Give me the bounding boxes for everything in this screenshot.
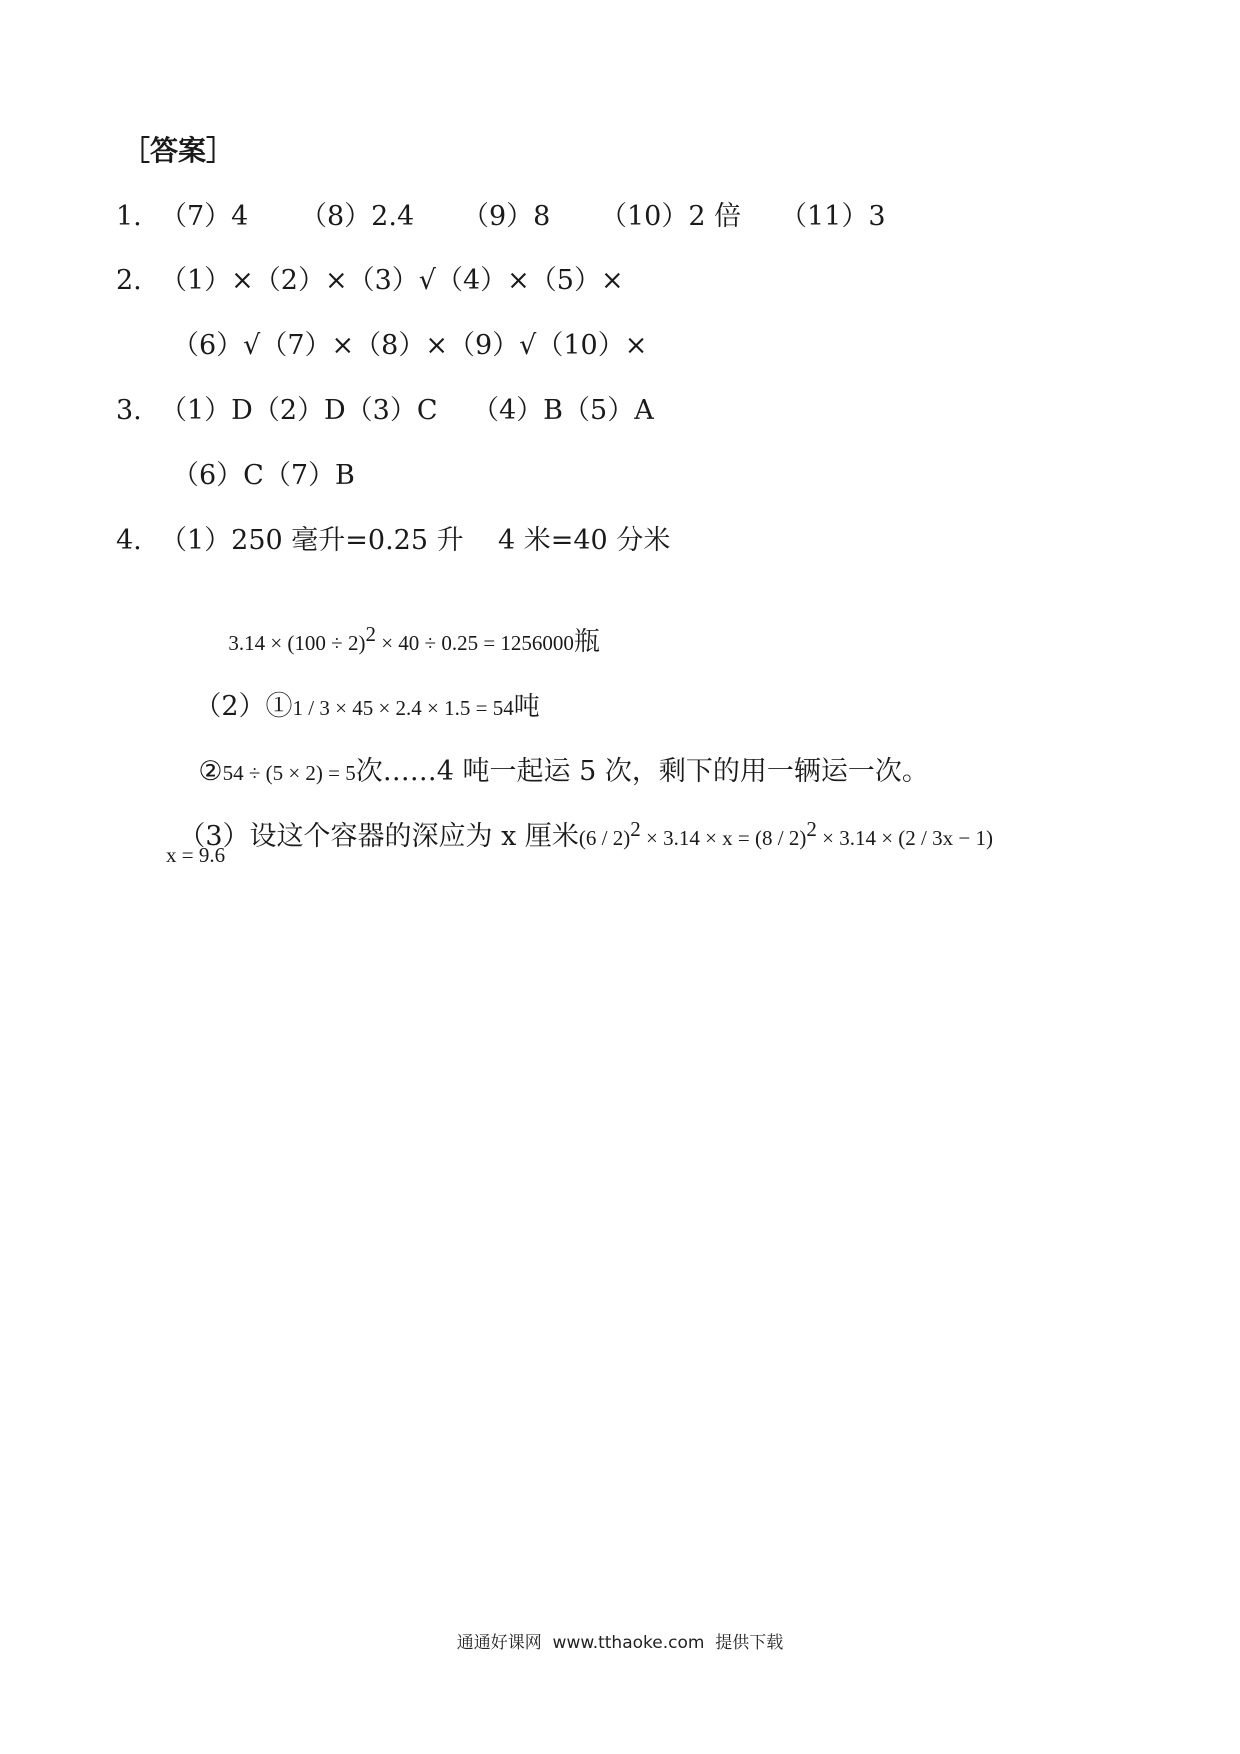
q4-part3-text: （3）设这个容器的深应为 x 厘米: [178, 821, 579, 852]
q1-item-10: （10）2 倍: [600, 201, 742, 232]
q4-number: 4.: [116, 525, 142, 556]
q1-item-8: （8）2.4: [300, 201, 415, 232]
q4-part1-conversion-b: 4 米=40 分米: [498, 525, 671, 556]
q2-row-1: （1）×（2）×（3）√（4）×（5）×: [160, 265, 624, 296]
q4-part3-line: [144, 786, 993, 889]
q4-part3-exponent-2: 2: [806, 817, 817, 841]
q4-part3-formula-a: (6 / 2): [578, 826, 631, 850]
q4-part1-formula-a: 3.14 × (100 ÷ 2): [228, 631, 366, 655]
q4-part1-conversion-a: （1）250 毫升=0.25 升: [160, 525, 464, 556]
q2-number: 2.: [116, 265, 142, 296]
q4-part3-formula-b: × 3.14 × x = (8 / 2): [640, 826, 807, 850]
q1-number: 1.: [116, 201, 142, 232]
q4-part2-unit: 吨: [513, 692, 540, 722]
q4-part3-result: x = 9.6: [166, 843, 226, 867]
q4-part1-formula-b: × 40 ÷ 0.25 = 1256000: [375, 631, 574, 655]
q2-row-2: （6）√（7）×（8）×（9）√（10）×: [172, 330, 648, 361]
footer-source: 通通好课网 www.tthaoke.com 提供下载: [456, 1633, 784, 1653]
q4-part2-formula: 1 / 3 × 45 × 2.4 × 1.5 = 54: [292, 696, 514, 720]
q3-row-1b: （4）B（5）A: [472, 395, 654, 426]
q4-part2b-label: ②: [198, 756, 223, 787]
q3-number: 3.: [116, 395, 142, 426]
q1-item-9: （9）8: [462, 201, 551, 232]
q4-part2b-text: 次……4 吨一起运 5 次，剩下的用一辆运一次。: [355, 756, 929, 787]
q4-part1-formula-exponent: 2: [365, 622, 376, 646]
q4-part3-formula-c: × 3.14 × (2 / 3x − 1): [816, 826, 993, 850]
q1-item-7: （7）4: [160, 201, 249, 232]
q4-part2b-formula: 54 ÷ (5 × 2) = 5: [222, 761, 356, 785]
q4-part1-unit: 瓶: [573, 627, 600, 657]
answer-heading: ［答案］: [122, 134, 235, 167]
q1-item-11: （11）3: [780, 201, 886, 232]
q4-part3-exponent-1: 2: [630, 817, 641, 841]
q4-part2-label: （2）①: [194, 691, 293, 722]
q3-row-1a: （1）D（2）D（3）C: [160, 395, 438, 426]
q3-row-2: （6）C（7）B: [172, 460, 355, 491]
